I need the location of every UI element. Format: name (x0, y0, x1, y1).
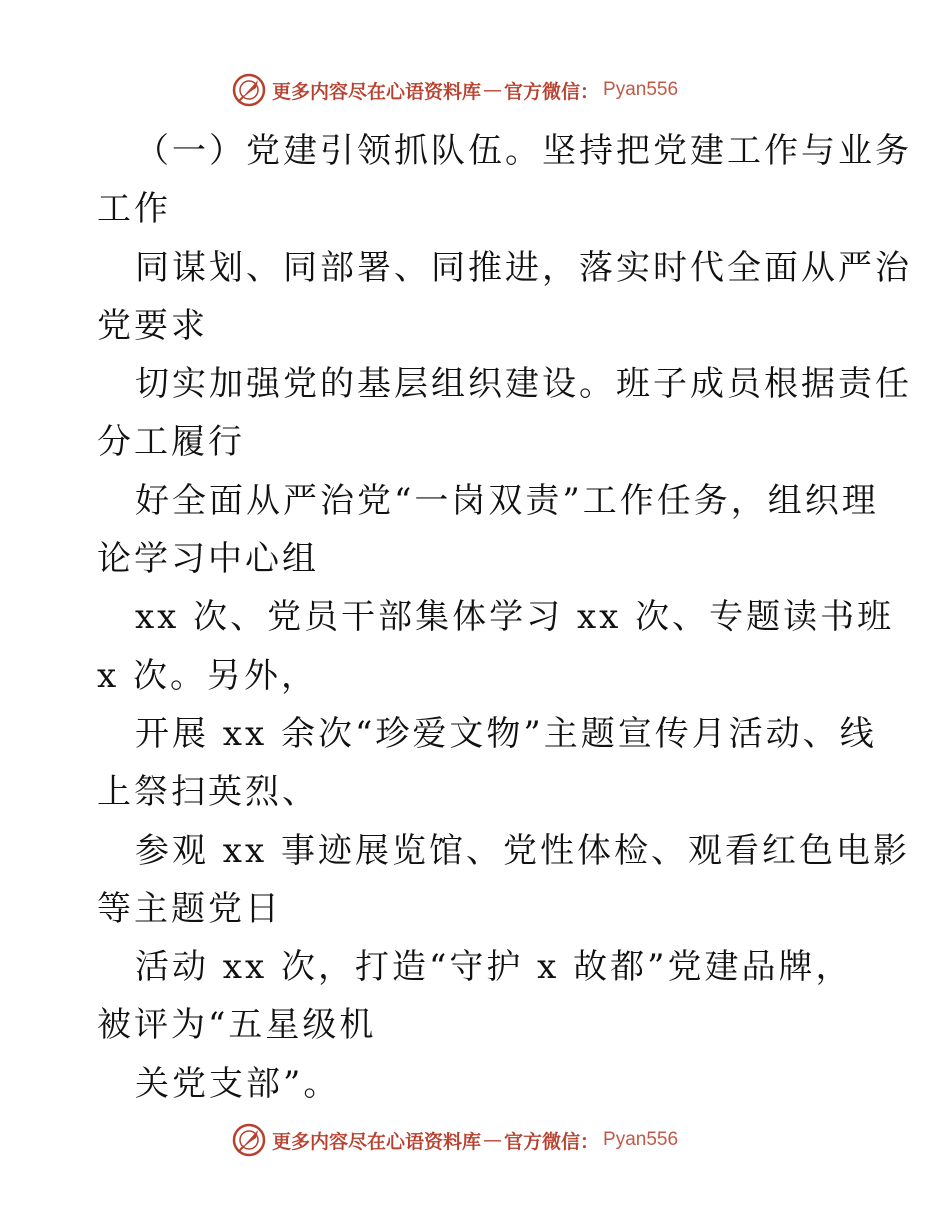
text-line: 开展 xx 余次“珍爱文物”主题宣传月活动、线 (135, 713, 877, 754)
footer-separator: — (483, 1129, 503, 1151)
text-line: xx 次、党员干部集体学习 xx 次、专题读书班 (135, 597, 895, 638)
feather-pen-logo-icon (232, 1123, 266, 1157)
text-line: 分工履行 (97, 422, 245, 463)
text-line: 工作 (97, 189, 171, 230)
footer-site-text: 更多内容尽在心语资料库 (272, 1130, 482, 1153)
text-line: 参观 xx 事迹展览馆、党性体检、观看红色电影 (135, 830, 910, 871)
header-wechat-id: Pyan556 (603, 79, 679, 100)
text-line: x 次。另外， (97, 655, 318, 696)
text-line: （一）党建引领抓队伍。坚持把党建工作与业务 (135, 131, 912, 171)
text-line: 党要求 (97, 305, 208, 346)
footer-wechat-id: Pyan556 (603, 1129, 679, 1150)
text-line: 关党支部”。 (135, 1063, 341, 1104)
footer-banner (232, 1120, 752, 1160)
header-site-text: 更多内容尽在心语资料库 (272, 80, 482, 103)
text-line: 上祭扫英烈、 (97, 772, 319, 813)
footer-wechat-label: 官方微信： (504, 1130, 600, 1153)
header-wechat-label: 官方微信： (504, 80, 600, 103)
header-separator: — (483, 79, 503, 101)
text-line: 等主题党日 (97, 888, 282, 929)
text-line: 被评为“五星级机 (97, 1005, 377, 1046)
text-line: 活动 xx 次，打造“守护 x 故都”党建品牌， (135, 947, 853, 988)
text-line: 同谋划、同部署、同推进，落实时代全面从严治 (135, 247, 912, 288)
text-line: 论学习中心组 (97, 539, 319, 580)
feather-pen-logo-icon (232, 73, 266, 107)
text-line: 好全面从严治党“一岗双责”工作任务，组织理 (135, 480, 879, 521)
header-banner (232, 70, 752, 110)
body-paragraph (97, 122, 912, 1113)
text-line: 切实加强党的基层组织建设。班子成员根据责任 (135, 364, 912, 405)
